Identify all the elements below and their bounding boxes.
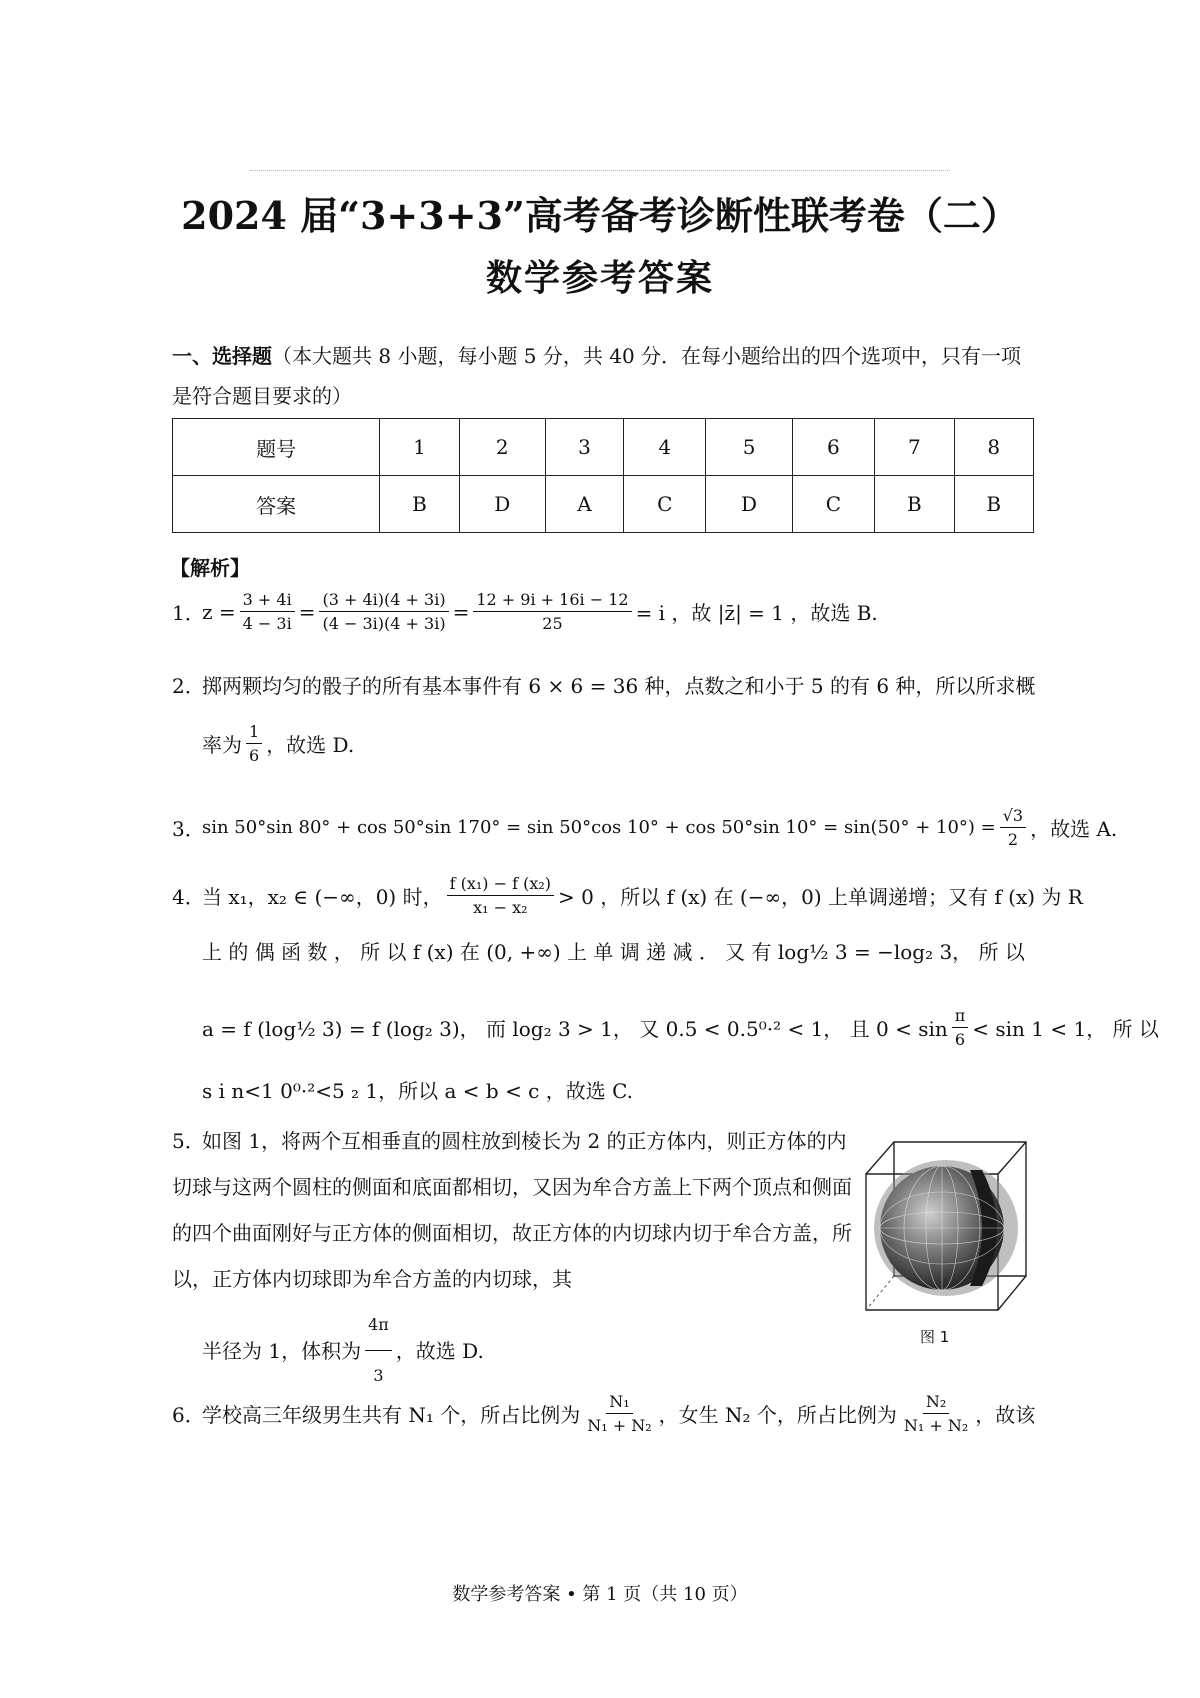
fraction [319,590,448,633]
fraction [901,1392,971,1435]
question-number: 3． [172,817,205,841]
fraction [584,1392,654,1435]
fraction [240,590,295,633]
page-footer: 数学参考答案 • 第 1 页（共 10 页） [452,1584,748,1605]
question-text: 掷两颗均匀的骰子的所有基本事件有 6 × 6 = 36 种，点数之和小于 5 的有 6 种，所以所求概 [202,674,1036,698]
denominator: 25 [542,614,563,633]
denominator: 6 [249,746,260,765]
question-text: 学校高三年级男生共有 N₁ 个，所占比例为 [202,1403,581,1427]
denominator: N₁ + N₂ [903,1416,969,1435]
question-2 [172,670,1035,699]
expr-text: sin 50°sin 80° + cos 50°sin 170° = sin 50°cos 10° + cos 50°sin 10° = sin(50° + 10°) = [202,817,996,838]
question-text: 当 x₁，x₂ ∈ (−∞，0) 时， [202,885,443,909]
table-cell: D [706,476,792,533]
table-cell: 5 [706,419,792,476]
fraction [447,874,554,917]
question-text: 半径为 1，体积为 [202,1338,362,1363]
numerator: 12 + 9i + 16i − 12 [473,590,631,612]
section-heading [172,336,1034,416]
table-cell: C [624,476,706,533]
cube-sphere-figure [862,1140,1030,1318]
question-text: s i n<1 0⁰·²<5 ₂ 1，所以 a < b < c ，故选 C. [202,1079,634,1103]
question-text: > 0 ，所以 f (x) 在 (−∞，0) 上单调递增；又有 f (x) 为 R [558,885,1083,909]
numerator: 4π [365,1302,392,1351]
question-3 [172,806,1117,849]
header-divider [250,170,950,171]
question-text: ，故该 [975,1403,1036,1427]
question-text: ，女生 N₂ 个，所占比例为 [658,1403,897,1427]
denominator: (4 − 3i)(4 + 3i) [322,614,446,633]
question-number: 1． [172,601,205,625]
question-2-continued [202,722,354,765]
question-4 [172,874,1083,917]
table-cell: 7 [875,419,954,476]
denominator: N₁ + N₂ [587,1416,652,1435]
question-number: 5． [172,1129,205,1153]
expr-text: z = [202,599,236,624]
table-cell: D [459,476,545,533]
denominator: x₁ − x₂ [473,898,528,917]
section-description: （本大题共 8 小题，每小题 5 分，共 40 分．在每小题给出的四个选项中，只有一项是符合题目要求的） [172,344,1022,408]
question-number: 6． [172,1403,205,1427]
question-text: a = f (log½ 3) = f (log₂ 3)， 而 log₂ 3 > 1， 又 0.5 < 0.5⁰·² < 1， 且 0 < sin [202,1017,948,1041]
numerator: (3 + 4i)(4 + 3i) [319,590,448,612]
table-cell: 2 [459,419,545,476]
question-text: 上 的 偶 函 数 ， 所 以 f (x) 在 (0, +∞) 上 单 调 递 减 ． 又 有 log½ 3 = −log₂ 3， 所 以 [202,940,1025,964]
section-label: 一、选择题 [172,344,272,368]
table-cell: B [380,476,459,533]
table-cell: B [954,476,1033,533]
numerator: √3 [1000,806,1026,828]
question-text: ，故选 D. [266,733,355,757]
fraction [246,722,262,765]
denominator: 2 [1007,830,1019,849]
figure-caption: 图 1 [920,1328,950,1346]
table-cell: 8 [954,419,1033,476]
question-number: 2． [172,674,205,698]
row-label: 答案 [173,476,380,533]
table-cell: C [792,476,874,533]
row-label: 题号 [173,419,380,476]
question-5 [172,1118,852,1399]
question-text: 率为 [202,733,242,757]
question-4-line-3 [202,1006,1159,1049]
question-text: 如图 1，将两个互相垂直的圆柱放到棱长为 2 的正方体内，则正方体的内切球与这两个圆柱的侧面和底面都相切，又因为牟合方盖上下两个顶点和侧面的四个曲面刚好与正方体的侧面相切，故正方体的内切球内切于牟合方盖，所以，正方体内切球即为牟合方盖的内切球，其 [172,1129,852,1291]
denominator: 6 [954,1030,966,1049]
answer-table [172,418,1034,533]
table-cell: A [545,476,623,533]
denominator: 3 [373,1366,384,1385]
expr-text: = i ，故 |z̄| = 1 ，故选 B. [635,601,878,625]
numerator: 1 [246,722,262,744]
table-cell: 1 [380,419,459,476]
denominator: 4 − 3i [242,614,292,633]
numerator: π [952,1006,969,1028]
numerator: f (x₁) − f (x₂) [447,874,554,896]
page-title: 2024 届“3+3+3”高考备考诊断性联考卷（二） [181,193,1019,238]
question-number: 4． [172,885,205,909]
question-4-line-2 [202,936,1025,965]
fraction [473,590,631,633]
table-cell: 3 [545,419,623,476]
numerator: N₂ [923,1392,949,1414]
question-1: 1． z = $\frac{3 + 4i}{4 - 3i}$ = $\frac{(3 + 4i)(4 + 3i)}{(4 - 3i)(4 + 3i)}$ = $\frac{12 + 9i + 16i - 12}{25}$ = i ，故 |z̄| = 1 ，故选 B. [172,590,878,633]
page-subtitle: 数学参考答案 [485,257,714,299]
table-cell: 4 [624,419,706,476]
fraction [365,1302,392,1399]
question-text: ，故选 A. [1030,817,1118,841]
table-row-numbers [173,419,1034,476]
table-row-answers [173,476,1034,533]
question-text: ，故选 D. [395,1338,484,1363]
question-4-line-4 [202,1075,633,1104]
numerator: N₁ [606,1392,632,1414]
question-6 [172,1392,1035,1435]
numerator: 3 + 4i [240,590,295,612]
question-text: < sin 1 < 1， 所 以 [972,1017,1159,1041]
analysis-heading: 【解析】 [170,556,250,580]
fraction [952,1006,969,1049]
fraction [1000,806,1026,849]
table-cell: B [875,476,954,533]
table-cell: 6 [792,419,874,476]
